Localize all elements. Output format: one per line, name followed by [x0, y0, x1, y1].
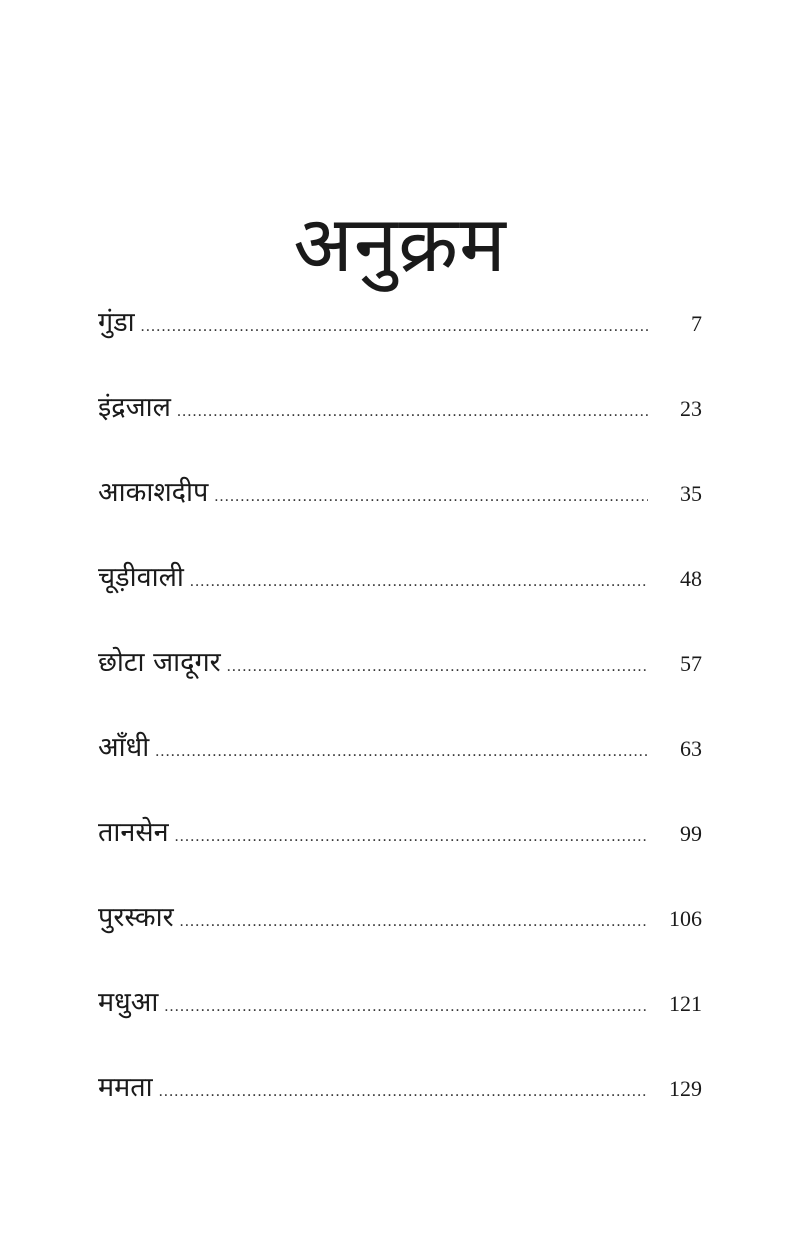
- toc-entry-title: गुंडा: [98, 307, 135, 338]
- toc-entry-page: 57: [680, 651, 702, 676]
- dot-leader: [227, 644, 648, 690]
- toc-entry-page: 63: [680, 736, 702, 761]
- dot-leader: [141, 304, 648, 350]
- dot-leader: [155, 729, 648, 775]
- toc-entry-page: 23: [680, 396, 702, 421]
- toc-entry: [98, 810, 702, 895]
- toc-entry-title: पुरस्कार: [98, 902, 174, 933]
- toc-entry-title: छोटा जादूगर: [98, 647, 221, 678]
- toc-entry-page: 7: [691, 311, 702, 336]
- dot-leader: [159, 1069, 648, 1115]
- toc-entry: [98, 470, 702, 555]
- dot-leader: [190, 559, 648, 605]
- toc-entry-title: ममता: [98, 1072, 153, 1103]
- toc-entry-page: 35: [680, 481, 702, 506]
- toc-entry: [98, 725, 702, 810]
- toc-entry: [98, 980, 702, 1065]
- table-of-contents: [98, 300, 702, 1150]
- toc-entry-page: 48: [680, 566, 702, 591]
- toc-entry-title: आँधी: [98, 732, 150, 763]
- toc-entry: [98, 895, 702, 980]
- toc-entry: [98, 640, 702, 725]
- toc-entry-page: 99: [680, 821, 702, 846]
- toc-entry: [98, 555, 702, 640]
- toc-entry-title: चूड़ीवाली: [98, 562, 184, 593]
- toc-entry-page: 121: [669, 991, 702, 1016]
- toc-entry: [98, 300, 702, 385]
- toc-entry: [98, 1065, 702, 1150]
- dot-leader: [214, 474, 648, 520]
- dot-leader: [177, 389, 648, 435]
- toc-entry-title: तानसेन: [98, 817, 169, 848]
- dot-leader: [175, 814, 648, 860]
- dot-leader: [180, 899, 648, 945]
- toc-entry-title: मधुआ: [98, 987, 159, 1018]
- dot-leader: [164, 984, 648, 1030]
- toc-entry: [98, 385, 702, 470]
- toc-entry-page: 106: [669, 906, 702, 931]
- toc-entry-title: आकाशदीप: [98, 477, 209, 508]
- toc-entry-page: 129: [669, 1076, 702, 1101]
- page-title: अनुक्रम: [293, 200, 507, 291]
- toc-entry-title: इंद्रजाल: [98, 392, 171, 423]
